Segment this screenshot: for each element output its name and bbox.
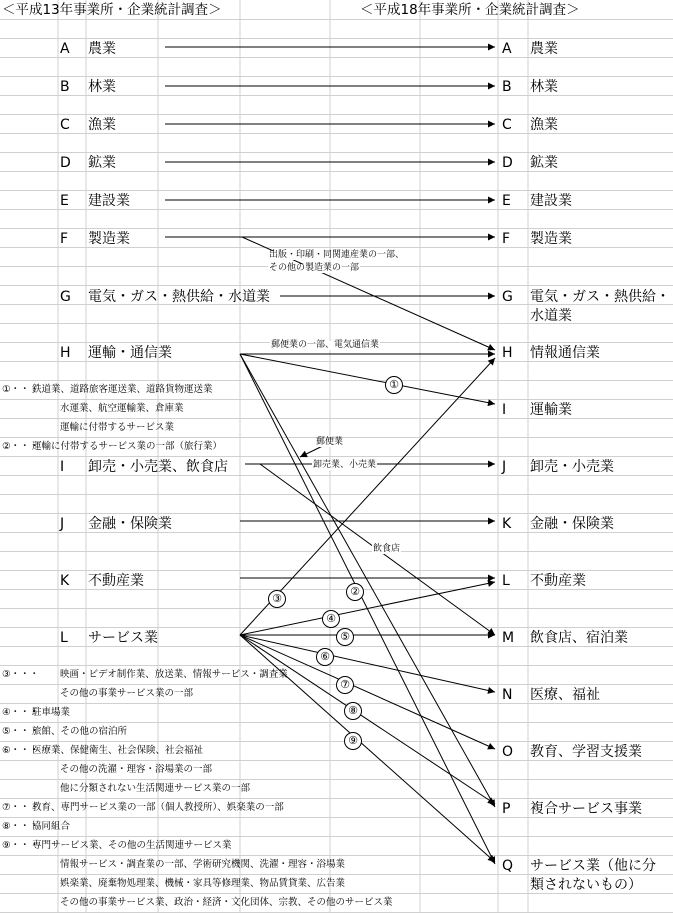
- note-6-line: 医療業、保健衛生、社会保険、社会福祉: [32, 745, 204, 756]
- label-manufacturing-2: その他の製造業の一部: [269, 263, 360, 273]
- left-name: 建設業: [88, 193, 130, 209]
- note-3-line: 映画・ビデオ制作業、放送業、情報サービス・調査業: [60, 669, 288, 680]
- right-code: G: [502, 289, 513, 305]
- circled-2: ②: [346, 583, 364, 601]
- label-postal: 郵便業: [316, 437, 344, 447]
- right-code: O: [502, 744, 514, 760]
- right-header: ＜平成18年事業所・企業統計調査＞: [360, 2, 580, 18]
- right-code: C: [502, 117, 512, 133]
- left-name: 製造業: [88, 231, 130, 247]
- note-3-mark: ③・・・: [2, 669, 40, 680]
- left-code: D: [60, 155, 71, 171]
- right-name: 飲食店、宿泊業: [530, 630, 628, 646]
- right-name: 金融・保険業: [530, 516, 614, 532]
- circled-8: ⑧: [344, 702, 362, 720]
- note-8-line: 協同組合: [32, 821, 71, 832]
- left-name: 卸売・小売業、飲食店: [88, 459, 228, 475]
- circled-4: ④: [322, 610, 340, 628]
- right-code: N: [502, 687, 513, 703]
- label-manufacturing-1: 出版・印刷・同関連産業の一部、: [269, 250, 405, 260]
- right-name-line2: 水道業: [530, 308, 572, 324]
- right-name: 教育、学習支援業: [530, 744, 642, 760]
- note-5-line: 旅館、その他の宿泊所: [32, 726, 128, 737]
- note-8-mark: ⑧・・・: [2, 821, 40, 832]
- left-name: 不動産業: [88, 573, 144, 589]
- right-code: B: [502, 79, 512, 95]
- right-name: 卸売・小売業: [530, 459, 614, 475]
- left-code: B: [60, 79, 70, 95]
- left-name: 鉱業: [88, 155, 116, 171]
- note-1-line: 水運業、航空運輸業、倉庫業: [60, 403, 184, 414]
- left-name: 林業: [88, 79, 116, 95]
- left-code: E: [60, 193, 69, 209]
- circled-1: ①: [385, 376, 403, 394]
- note-7-mark: ⑦・・・: [2, 802, 40, 813]
- right-name: 医療、福祉: [530, 687, 600, 703]
- right-name: 複合サービス事業: [530, 801, 642, 817]
- left-header: ＜平成13年事業所・企業統計調査＞: [2, 2, 222, 18]
- note-7-line: 教育、専門サービス業の一部（個人教授所）、娯楽業の一部: [32, 802, 284, 813]
- right-code: L: [502, 573, 510, 589]
- note-2-line: 運輸に付帯するサービス業の一部（旅行業）: [32, 441, 223, 452]
- left-code: H: [60, 345, 71, 361]
- note-4-line: 駐車場業: [32, 707, 71, 718]
- right-name: 林業: [530, 79, 558, 95]
- left-name: 農業: [88, 41, 116, 57]
- right-code: H: [502, 345, 513, 361]
- right-name: 建設業: [530, 193, 572, 209]
- left-name: 金融・保険業: [88, 516, 172, 532]
- label-postal-telecom: 郵便業の一部、電気通信業: [271, 340, 380, 350]
- left-name: 運輸・通信業: [88, 345, 172, 361]
- left-name: 漁業: [88, 117, 116, 133]
- note-6-line: 他に分類されない生活関連サービス業の一部: [60, 783, 251, 794]
- left-code: J: [60, 516, 65, 532]
- circled-5: ⑤: [336, 628, 354, 646]
- circled-9: ⑨: [344, 732, 362, 750]
- left-name: 電気・ガス・熱供給・水道業: [88, 289, 270, 305]
- left-code: C: [60, 117, 70, 133]
- left-code: I: [60, 459, 65, 475]
- right-code: J: [502, 459, 507, 475]
- left-code: K: [60, 573, 70, 589]
- right-name: 不動産業: [530, 573, 586, 589]
- left-code: G: [60, 289, 71, 305]
- right-name: 運輸業: [530, 402, 572, 418]
- note-9-mark: ⑨・・・: [2, 840, 40, 851]
- label-eating: 飲食店: [373, 544, 401, 554]
- note-5-mark: ⑤・・・: [2, 726, 40, 737]
- label-wholesale-retail: 卸売業、小売業: [313, 460, 377, 470]
- circled-3: ③: [268, 590, 286, 608]
- left-code: A: [60, 41, 70, 57]
- right-name: サービス業（他に分: [530, 858, 656, 874]
- right-code: A: [502, 41, 512, 57]
- right-code: E: [502, 193, 511, 209]
- right-name: 電気・ガス・熱供給・: [530, 289, 670, 305]
- note-4-mark: ④・・・: [2, 707, 40, 718]
- right-name-line2: 類されないもの）: [530, 877, 642, 893]
- note-9-line: その他の事業サービス業、政治・経済・文化団体、宗教、その他のサービス業: [60, 897, 393, 908]
- right-code: Q: [502, 858, 514, 874]
- left-code: L: [60, 630, 68, 646]
- note-9-line: 専門サービス業、その他の生活関連サービス業: [32, 840, 232, 851]
- right-code: D: [502, 155, 513, 171]
- right-name: 製造業: [530, 231, 572, 247]
- right-name: 情報通信業: [530, 345, 600, 361]
- circled-6: ⑥: [316, 648, 334, 666]
- note-6-line: その他の洗濯・理容・浴場業の一部: [60, 764, 213, 775]
- right-code: I: [502, 402, 507, 418]
- circled-7: ⑦: [336, 676, 354, 694]
- right-name: 鉱業: [530, 155, 558, 171]
- left-code: F: [60, 231, 69, 247]
- right-name: 農業: [530, 41, 558, 57]
- note-1-mark: ①・・・: [2, 384, 40, 395]
- note-3-line: その他の事業サービス業の一部: [60, 688, 194, 699]
- note-1-line: 運輸に付帯するサービス業: [60, 422, 175, 433]
- right-name: 漁業: [530, 117, 558, 133]
- right-code: K: [502, 516, 512, 532]
- right-code: P: [502, 801, 511, 817]
- left-name: サービス業: [88, 630, 158, 646]
- right-code: M: [502, 630, 515, 646]
- note-9-line: 娯楽業、廃棄物処理業、機械・家具等修理業、物品賃貸業、広告業: [60, 878, 346, 889]
- note-9-line: 情報サービス・調査業の一部、学術研究機関、洗濯・理容・浴場業: [60, 859, 346, 870]
- note-2-mark: ②・・・: [2, 441, 40, 452]
- note-6-mark: ⑥・・・: [2, 745, 40, 756]
- right-code: F: [502, 231, 511, 247]
- note-1-line: 鉄道業、道路旅客運送業、道路貨物運送業: [32, 384, 213, 395]
